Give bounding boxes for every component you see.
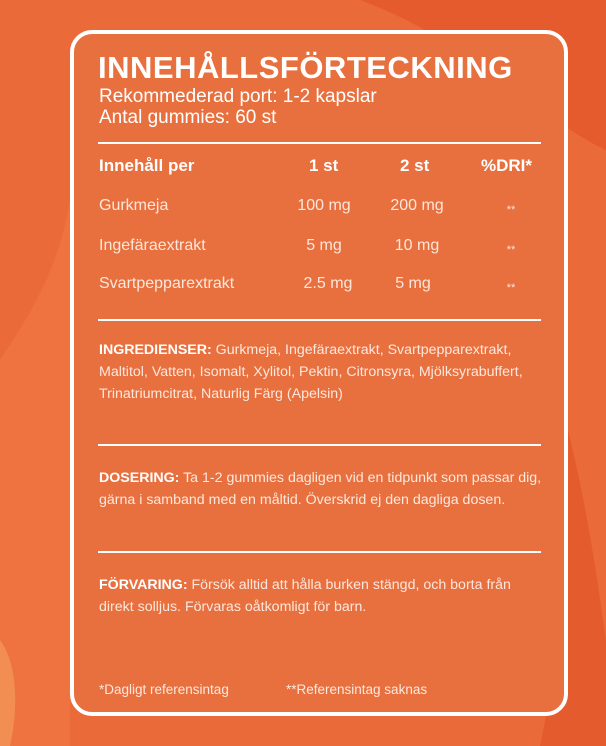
- dosage-label: DOSERING:: [99, 470, 180, 486]
- amount-1st: 5 mg: [306, 237, 342, 254]
- dri-value: **: [506, 244, 516, 256]
- storage-section: [99, 574, 545, 618]
- footnote-no-reference: **Referensintag saknas: [286, 682, 428, 697]
- label-title: INNEHÅLLSFÖRTECKNING: [98, 50, 513, 85]
- dri-value: **: [506, 204, 516, 216]
- storage-label: FÖRVARING:: [99, 577, 188, 593]
- gummy-count: Antal gummies: 60 st: [99, 107, 277, 128]
- ingredients-section: [99, 339, 545, 405]
- dosage-text: Ta 1-2 gummies dagligen vid en tidpunkt som passar dig, gärna i samband med en måltid. Överskrid ej den dagliga dosen.: [99, 470, 542, 508]
- dosage-section: [99, 467, 545, 511]
- amount-2st: 10 mg: [394, 237, 440, 254]
- dri-value: **: [506, 282, 516, 294]
- column-header-2st: 2 st: [400, 156, 430, 175]
- ingredient-name: Gurkmeja: [99, 197, 169, 214]
- column-header-1st: 1 st: [309, 156, 339, 175]
- ingredients-label: INGREDIENSER:: [99, 342, 212, 358]
- amount-2st: 5 mg: [395, 275, 431, 292]
- storage-text: Försök alltid att hålla burken stängd, och borta från direkt solljus. Förvaras oåtkomligt för barn.: [99, 577, 511, 615]
- divider: [98, 319, 541, 321]
- column-header-dri: %DRI*: [481, 156, 533, 175]
- column-header-content: Innehåll per: [99, 156, 195, 175]
- amount-1st: 2.5 mg: [303, 275, 353, 292]
- recommended-portion: Rekommederad port: 1-2 kapslar: [99, 86, 377, 107]
- footnote-daily-reference: *Dagligt referensintag: [99, 682, 229, 697]
- divider: [98, 142, 541, 144]
- divider: [98, 444, 541, 446]
- ingredient-name: Ingefäraextrakt: [99, 237, 206, 254]
- amount-2st: 200 mg: [390, 197, 444, 214]
- ingredients-text: Gurkmeja, Ingefäraextrakt, Svartpepparextrakt, Maltitol, Vatten, Isomalt, Xylitol, Pektin, Citronsyra, Mjölksyrabuffert, Trinatriumcitrat, Naturlig Färg (Apelsin): [99, 342, 523, 402]
- divider: [98, 551, 541, 553]
- amount-1st: 100 mg: [297, 197, 351, 214]
- ingredient-name: Svartpepparextrakt: [99, 275, 235, 292]
